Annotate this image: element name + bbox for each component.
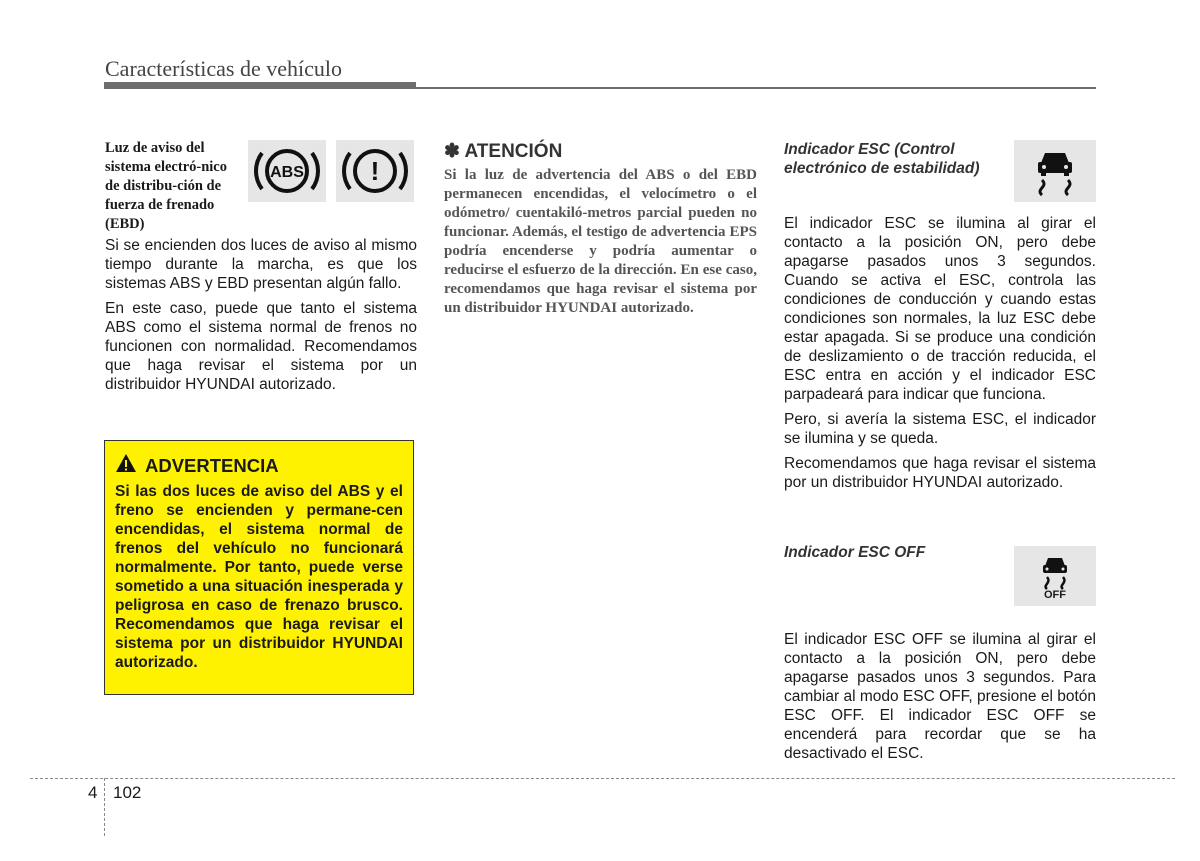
esc-off-section-heading: Indicador ESC OFF — [784, 544, 926, 561]
warning-title-row — [115, 453, 403, 478]
header-rule-thick — [104, 82, 416, 89]
attention-title: ATENCIÓN — [464, 141, 563, 162]
footer-vertical-dotted-rule — [104, 778, 105, 836]
brake-icon-text: ! — [370, 156, 380, 186]
ebd-section-body — [105, 236, 417, 400]
esc-off-icon-label: OFF — [1044, 588, 1066, 601]
esc-paragraph-2: Pero, si avería la sistema ESC, el indicador se ilumina y se queda. — [784, 411, 1096, 447]
page-number: 102 — [113, 783, 142, 802]
warning-triangle-icon — [115, 453, 137, 478]
asterisk-icon: ✽ — [444, 141, 460, 162]
attention-title-row — [444, 140, 562, 163]
esc-off-indicator-icon — [1014, 546, 1096, 606]
ebd-paragraph-1: Si se encienden dos luces de aviso al mismo tiempo durante la marcha, es que los sistemas ABS y EBD presentan algún fallo. — [105, 237, 417, 292]
abs-warning-icon — [248, 140, 326, 202]
brake-warning-icon — [336, 140, 414, 202]
ebd-paragraph-2: En este caso, puede que tanto el sistema ABS como el sistema normal de frenos no funcionen con normalidad. Recomendamos que haga revisar el sistema por un distribuidor HYUNDAI autorizado. — [105, 300, 417, 393]
warning-body: Si las dos luces de aviso del ABS y el freno se encienden y permane-cen encendidas, el sistema normal de frenos del vehículo no funcionará normalmente. Por tanto, puede verse sometido a una situación inesperada y peligrosa en caso de frenazo brusco. Recomendamos que haga revisar el sistema por un distribuidor HYUNDAI autorizado. — [115, 483, 403, 671]
esc-section-body — [784, 214, 1096, 498]
ebd-section-heading: Luz de aviso del sistema electró-nico de distribu-ción de fuerza de frenado (EBD) — [105, 140, 227, 232]
esc-indicator-icon — [1014, 140, 1096, 202]
esc-paragraph-1: El indicador ESC se ilumina al girar el contacto a la posición ON, pero debe apagarse pasados unos 3 segundos. Cuando se activa el ESC, controla las condiciones de conducción y cuando estas condiciones son normales, la luz ESC debe estar apagada. Si se produce una condición de deslizamiento o de tracción reducida, el ESC entra en acción y el indicador ESC parpadeará para indicar que funciona. — [784, 215, 1096, 403]
chapter-number: 4 — [88, 783, 98, 802]
esc-paragraph-3: Recomendamos que haga revisar el sistema por un distribuidor HYUNDAI autorizado. — [784, 455, 1096, 491]
esc-off-section-body — [784, 630, 1096, 769]
footer-dotted-rule — [30, 778, 1175, 779]
header-rule-thin — [416, 87, 1096, 89]
esc-section-heading: Indicador ESC (Control electrónico de estabilidad) — [784, 141, 980, 177]
attention-body: Si la luz de advertencia del ABS o del EBD permanecen encendidas, el velocímetro o el odómetro/ cuentakiló-metros parcial pueden no funcionar. Además, el testigo de advertencia EPS podría encenderse y podría aumentar o reducirse el esfuerzo de la dirección. En ese caso, recomendamos que haga revisar el sistema por un distribuidor HYUNDAI autorizado. — [444, 167, 757, 316]
abs-icon-text: ABS — [270, 164, 304, 181]
page-header-title: Características de vehículo — [105, 56, 343, 81]
esc-off-paragraph-1: El indicador ESC OFF se ilumina al girar el contacto a la posición ON, pero debe apagarse pasados unos 3 segundos. Para cambiar al modo ESC OFF, presione el botón ESC OFF. El indicador ESC OFF se encenderá para recordar que se ha desactivado el ESC. — [784, 631, 1096, 762]
warning-title: ADVERTENCIA — [145, 454, 279, 476]
warning-box — [104, 440, 414, 695]
